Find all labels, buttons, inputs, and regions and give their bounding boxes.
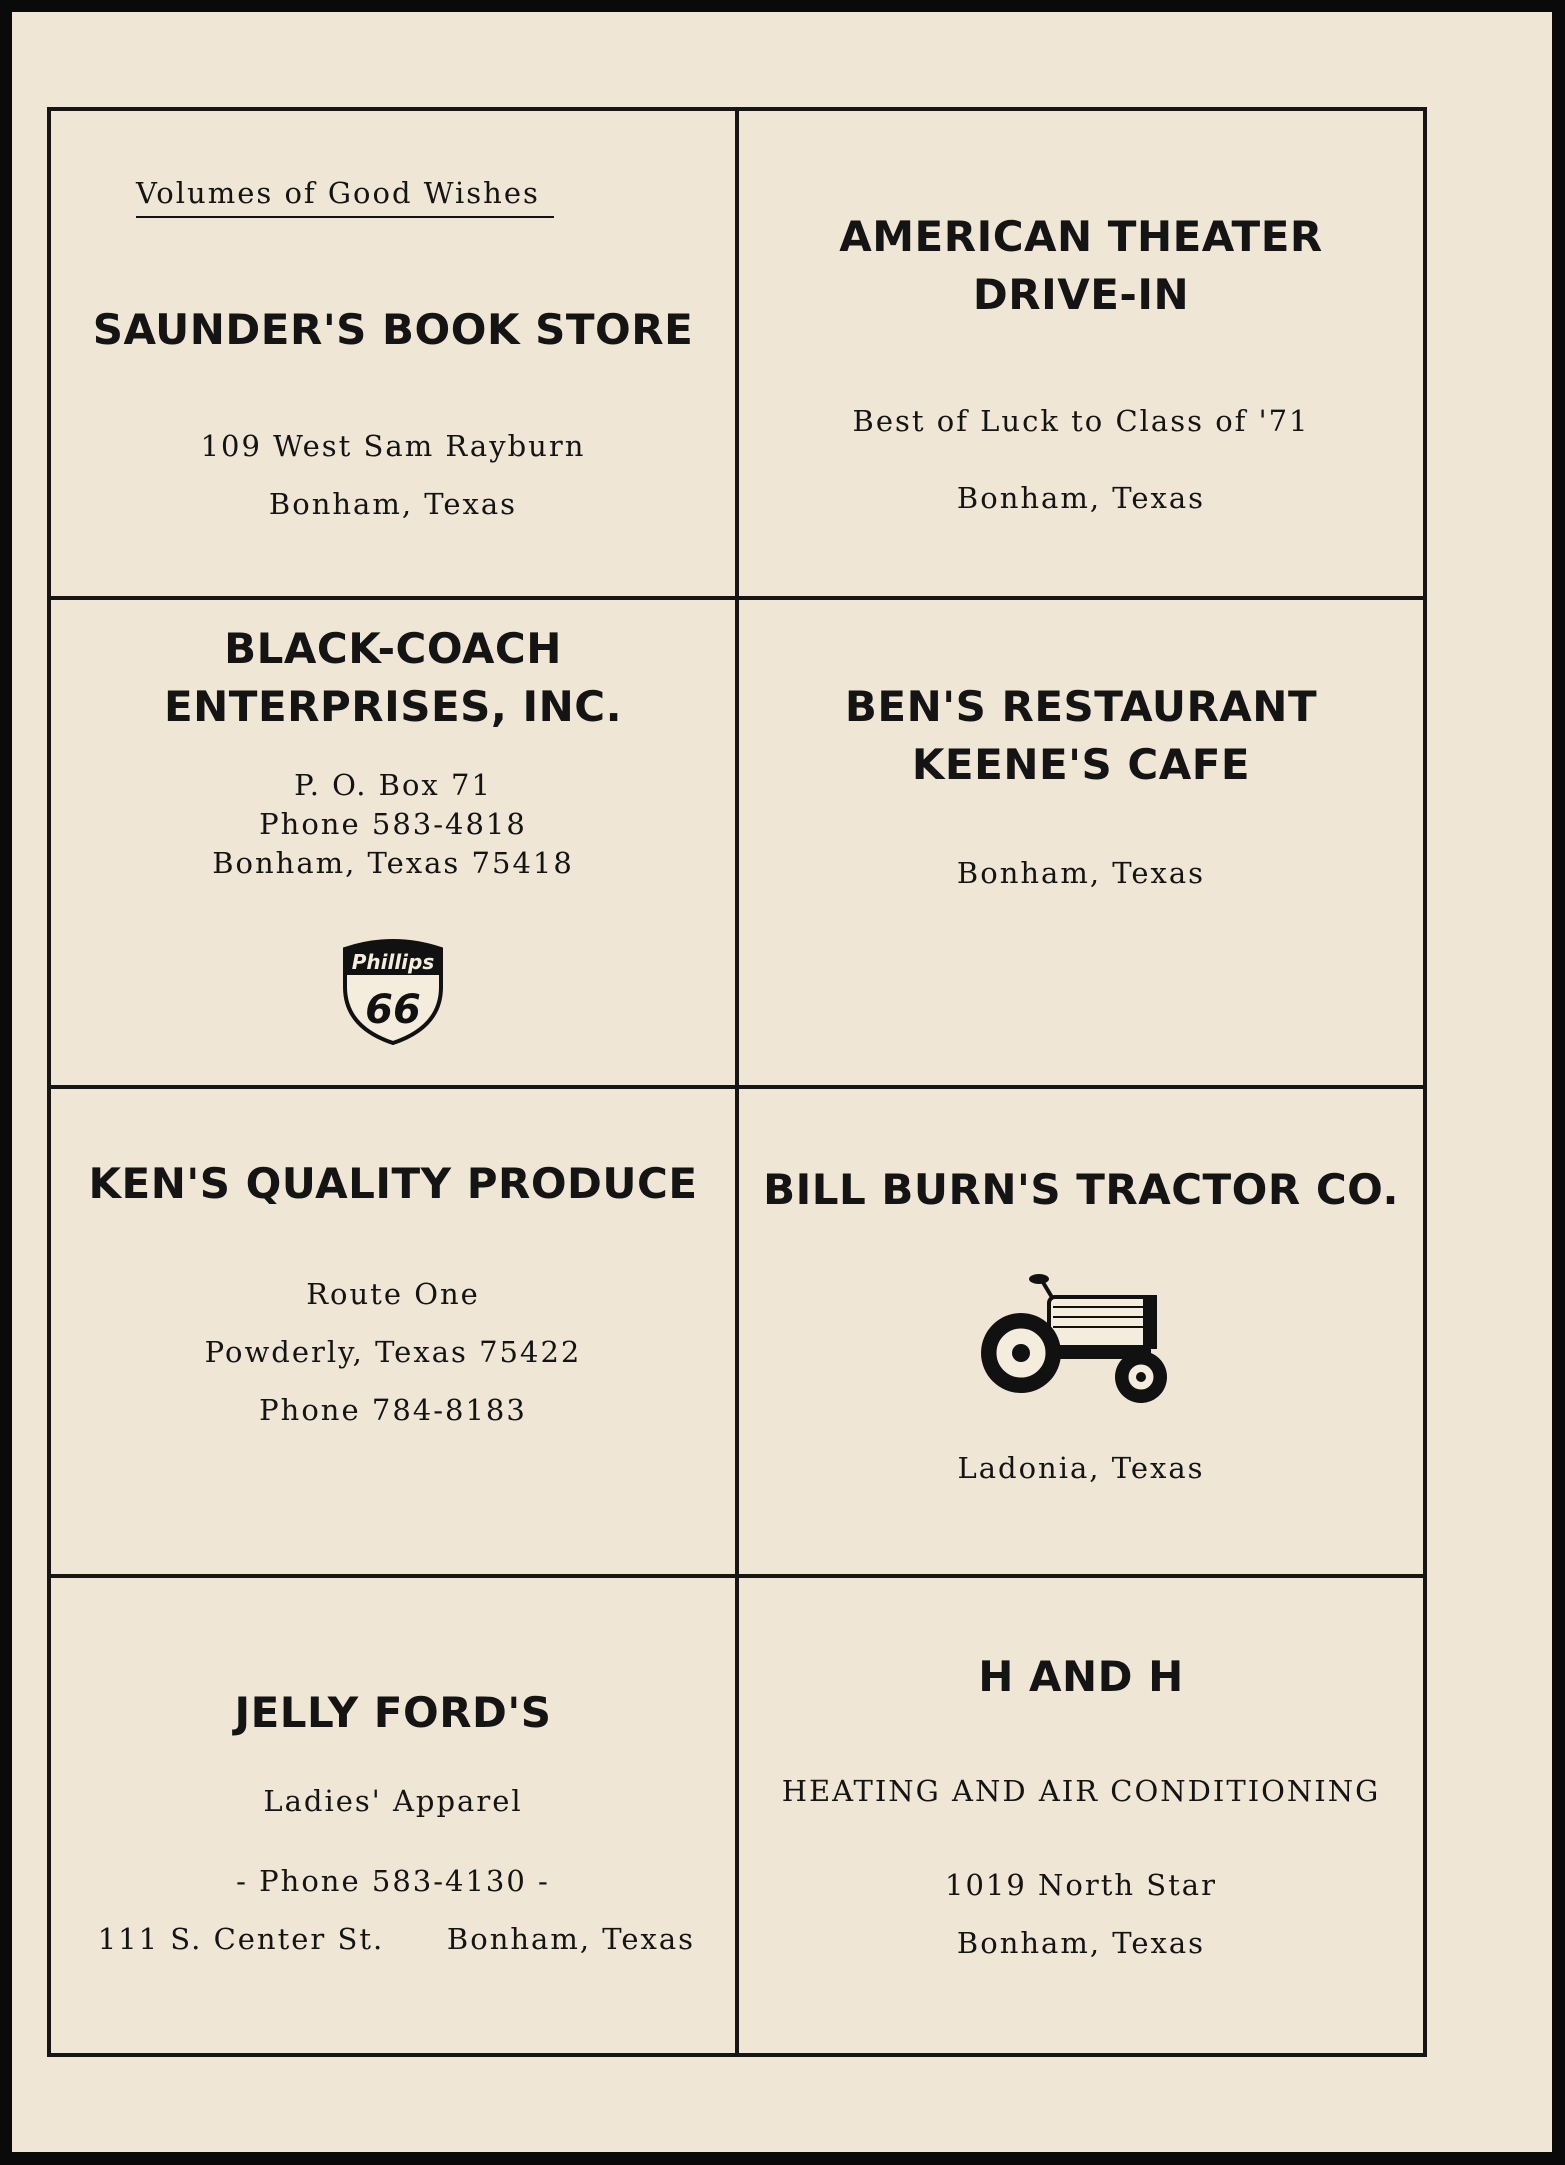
jellyford-phone: - Phone 583-4130 - [236,1864,550,1898]
jellyford-name: JELLY FORD'S [234,1688,552,1737]
kens-phone: Phone 784-8183 [259,1393,527,1427]
phillips-66-logo [337,935,449,1047]
jellyford-address: 111 S. Center St. [97,1922,385,1956]
american-name-line2: DRIVE-IN [972,270,1190,319]
svg-text:Phillips: Phillips [351,950,435,974]
billburns-name: BILL BURN'S TRACTOR CO. [763,1165,1399,1214]
bens-name-line2: KEENE'S CAFE [911,740,1251,789]
saunders-city: Bonham, Texas [268,487,518,521]
tractor-icon [981,1269,1181,1409]
jellyford-subtitle: Ladies' Apparel [263,1784,523,1818]
ad-saunders-book-store [51,111,735,596]
svg-text:66: 66 [365,987,421,1033]
handh-subtitle: HEATING AND AIR CONDITIONING [781,1774,1381,1808]
american-message: Best of Luck to Class of '71 [852,404,1310,438]
ad-grid [47,107,1427,2057]
blackcoach-phone: Phone 583-4818 [259,807,527,841]
handh-city: Bonham, Texas [956,1926,1206,1960]
american-city: Bonham, Texas [956,481,1206,515]
ad-kens-quality-produce [51,1089,735,1574]
handh-name: H AND H [978,1652,1184,1701]
blackcoach-city: Bonham, Texas 75418 [212,846,574,880]
yearbook-ad-page [12,12,1552,2152]
bens-name-line1: BEN'S RESTAURANT [844,682,1318,731]
jellyford-city: Bonham, Texas [446,1922,696,1956]
blackcoach-name-line2: ENTERPRISES, INC. [163,682,623,731]
saunders-address: 109 West Sam Rayburn [200,429,586,463]
american-name-line1: AMERICAN THEATER [839,212,1323,261]
ad-bens-restaurant [739,600,1423,1085]
ad-jelly-fords [51,1578,735,2053]
billburns-city: Ladonia, Texas [957,1451,1205,1485]
blackcoach-po-box: P. O. Box 71 [294,768,492,802]
kens-name: KEN'S QUALITY PRODUCE [88,1159,698,1208]
kens-route: Route One [306,1277,480,1311]
saunders-name: SAUNDER'S BOOK STORE [92,305,694,354]
saunders-tagline: Volumes of Good Wishes [136,176,554,218]
ad-bill-burns-tractor [739,1089,1423,1574]
ad-h-and-h [739,1578,1423,2053]
blackcoach-name-line1: BLACK-COACH [224,624,562,673]
kens-city: Powderly, Texas 75422 [204,1335,582,1369]
bens-city: Bonham, Texas [956,856,1206,890]
ad-black-coach [51,600,735,1085]
handh-address: 1019 North Star [945,1868,1217,1902]
ad-american-theater [739,111,1423,596]
